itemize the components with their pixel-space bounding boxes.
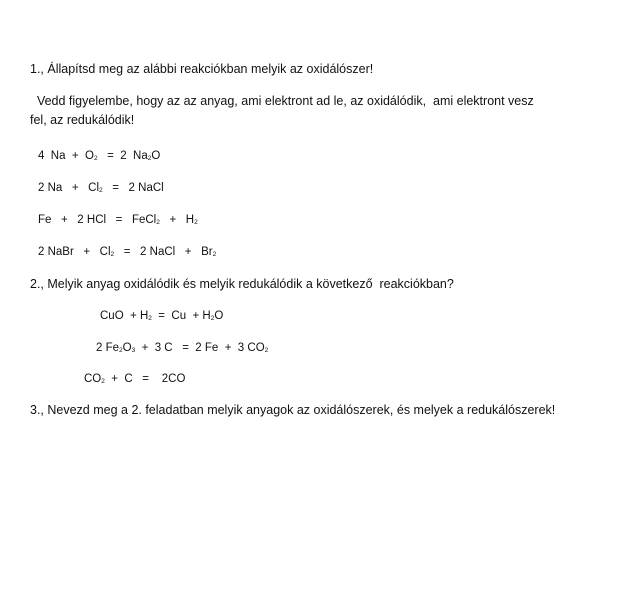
equation-text: Fe + 2 HCl = FeCl	[38, 214, 157, 226]
equation-text: O	[122, 342, 132, 354]
equation-text: + C = 2CO	[104, 373, 186, 385]
task1-equation-1	[38, 148, 160, 164]
equation-subscript: 2	[156, 219, 160, 226]
equation-subscript: 2	[99, 187, 103, 194]
task2-equation-1	[100, 308, 223, 324]
equation-subscript: 2	[148, 315, 152, 322]
task1-equation-3	[38, 212, 198, 228]
equation-text: 2 Na + Cl	[38, 182, 100, 194]
equation-subscript: 2	[210, 315, 215, 322]
task1-hint-line2: fel, az redukálódik!	[30, 113, 135, 127]
equation-text: 4 Na + O	[38, 150, 94, 162]
equation-text: O	[151, 150, 161, 162]
equation-subscript: 2	[147, 155, 152, 162]
equation-text: = 2 NaCl	[102, 182, 164, 194]
task1-equation-4	[38, 244, 216, 260]
equation-subscript: 2	[194, 219, 198, 226]
equation-subscript: 2	[212, 251, 217, 258]
equation-subscript: 2	[110, 251, 115, 258]
equation-text: 2 NaBr + Cl	[38, 246, 111, 258]
task2-title: 2., Melyik anyag oxidálódik és melyik redukálódik a következő reakciókban?	[30, 277, 454, 291]
task2-equation-3	[84, 371, 185, 387]
equation-subscript: 2	[93, 155, 98, 162]
equation-subscript: 2	[101, 378, 105, 385]
task2-equation-2	[96, 340, 268, 356]
equation-text: CuO + H	[100, 310, 149, 322]
equation-text: + 3 C = 2 Fe + 3 CO	[135, 342, 265, 354]
equation-text: + H	[159, 214, 195, 226]
task1-title: 1., Állapítsd meg az alábbi reakciókban melyik az oxidálószer!	[30, 62, 374, 76]
equation-text: O	[214, 310, 224, 322]
equation-subscript: 3	[131, 347, 136, 354]
equation-text: = 2 NaCl + Br	[114, 246, 213, 258]
equation-text: CO	[84, 373, 102, 385]
equation-text: = 2 Na	[97, 150, 148, 162]
equation-subscript: 2	[119, 347, 123, 354]
equation-text: 2 Fe	[96, 342, 120, 354]
equation-subscript: 2	[264, 347, 269, 354]
task3-title: 3., Nevezd meg a 2. feladatban melyik anyagok az oxidálószerek, és melyek a redukálószerek!	[30, 403, 556, 417]
equation-text: = Cu + H	[151, 310, 211, 322]
task1-hint-line1: Vedd figyelembe, hogy az az anyag, ami elektront ad le, az oxidálódik, ami elektront vesz	[30, 94, 534, 108]
task1-equation-2	[38, 180, 164, 196]
